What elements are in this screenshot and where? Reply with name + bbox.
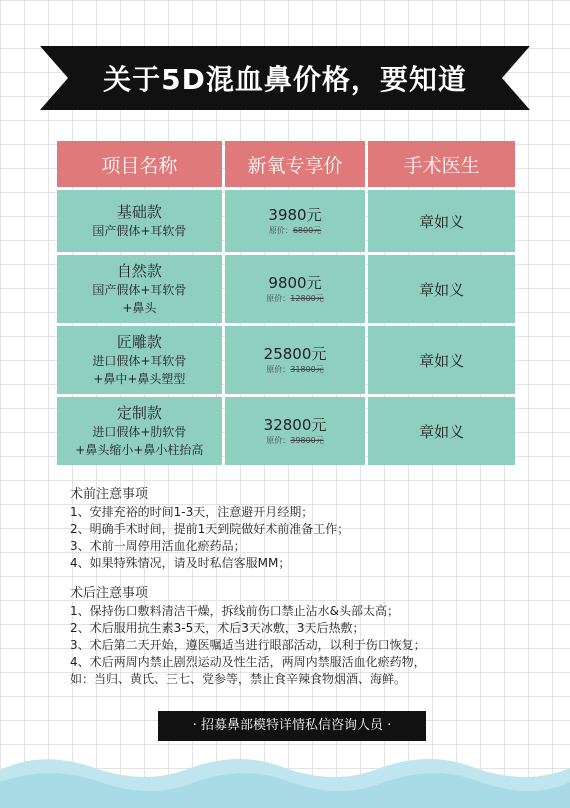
note-item: 1、安排充裕的时间1-3天，注意避开月经期；: [70, 505, 314, 519]
table-row: [57, 190, 515, 252]
item-desc: +鼻头缩小+鼻小柱抬高: [75, 443, 204, 457]
doctor-name: 章如义: [368, 397, 515, 465]
special-price: 9800元: [268, 274, 322, 292]
note-item: 4、术后两周内禁止剧烈运动及性生活，两周内禁服活血化瘀药物，: [70, 655, 426, 669]
wave-decoration: [0, 752, 570, 808]
item-cell: [57, 326, 222, 394]
table-row: [57, 326, 515, 394]
page-title: 关于5D混血鼻价格，要知道: [103, 63, 467, 96]
header-item-name: 项目名称: [57, 141, 222, 187]
original-price: [227, 364, 364, 376]
original-price: [227, 293, 364, 305]
original-price-prefix: 原价：: [268, 226, 293, 235]
item-cell: [57, 397, 222, 465]
header-price: 新氧专享价: [225, 141, 366, 187]
price-cell: [225, 397, 366, 465]
price-cell: [225, 326, 366, 394]
original-price-prefix: 原价：: [266, 365, 291, 374]
header-doctor: 手术医生: [368, 141, 515, 187]
special-price: 25800元: [263, 345, 327, 363]
post-op-title: 术后注意事项: [70, 586, 149, 601]
original-price-value: 31800元: [290, 365, 324, 374]
note-item: 2、明确手术时间，提前1天到院做好术前准备工作；: [70, 522, 350, 536]
item-desc: 国产假体+耳软骨: [92, 224, 187, 238]
pre-op-notes: [70, 486, 510, 572]
note-item: 1、保持伤口敷料清洁干燥，拆线前伤口禁止沾水&头部太高；: [70, 604, 399, 618]
price-cell: [225, 255, 366, 323]
item-desc: +鼻中+鼻头塑型: [93, 372, 186, 386]
item-name: 匠雕款: [116, 333, 162, 351]
original-price-value: 12800元: [290, 294, 324, 303]
original-price-prefix: 原价：: [266, 436, 291, 445]
item-desc: 进口假体+肋软骨: [92, 425, 187, 439]
note-item: 3、术后第二天开始，遵医嘱适当进行眼部活动，以利于伤口恢复；: [70, 638, 426, 652]
note-item: 3、术前一周停用活血化瘀药品；: [70, 539, 246, 553]
item-name: 基础款: [116, 203, 162, 221]
title-banner: [40, 44, 530, 112]
item-name: 定制款: [116, 404, 162, 422]
note-item: 4、如果特殊情况，请及时私信客服MM；: [70, 556, 291, 570]
item-cell: [57, 190, 222, 252]
original-price: [227, 225, 364, 237]
recruit-banner: · 招募鼻部模特详情私信咨询人员 ·: [158, 711, 426, 741]
original-price-value: 6800元: [292, 226, 322, 235]
original-price-value: 39800元: [290, 436, 324, 445]
table-header-row: [57, 141, 515, 187]
special-price: 32800元: [263, 416, 327, 434]
pre-op-title: 术前注意事项: [70, 487, 149, 502]
item-name: 自然款: [116, 262, 162, 280]
original-price: [227, 435, 364, 447]
original-price-prefix: 原价：: [266, 294, 291, 303]
table-row: [57, 397, 515, 465]
table-row: [57, 255, 515, 323]
price-cell: [225, 190, 366, 252]
item-desc: +鼻头: [122, 301, 157, 315]
doctor-name: 章如义: [368, 326, 515, 394]
special-price: 3980元: [268, 206, 322, 224]
item-cell: [57, 255, 222, 323]
doctor-name: 章如义: [368, 255, 515, 323]
price-table: [54, 138, 518, 468]
doctor-name: 章如义: [368, 190, 515, 252]
note-item: 2、术后服用抗生素3-5天，术后3天冰敷，3天后热敷；: [70, 621, 365, 635]
item-desc: 进口假体+耳软骨: [92, 354, 187, 368]
post-op-notes: [70, 585, 510, 688]
note-item: 如：当归、黄氏、三七、党参等，禁止食辛辣食物烟酒、海鲜。: [70, 672, 407, 686]
item-desc: 国产假体+耳软骨: [92, 283, 187, 297]
